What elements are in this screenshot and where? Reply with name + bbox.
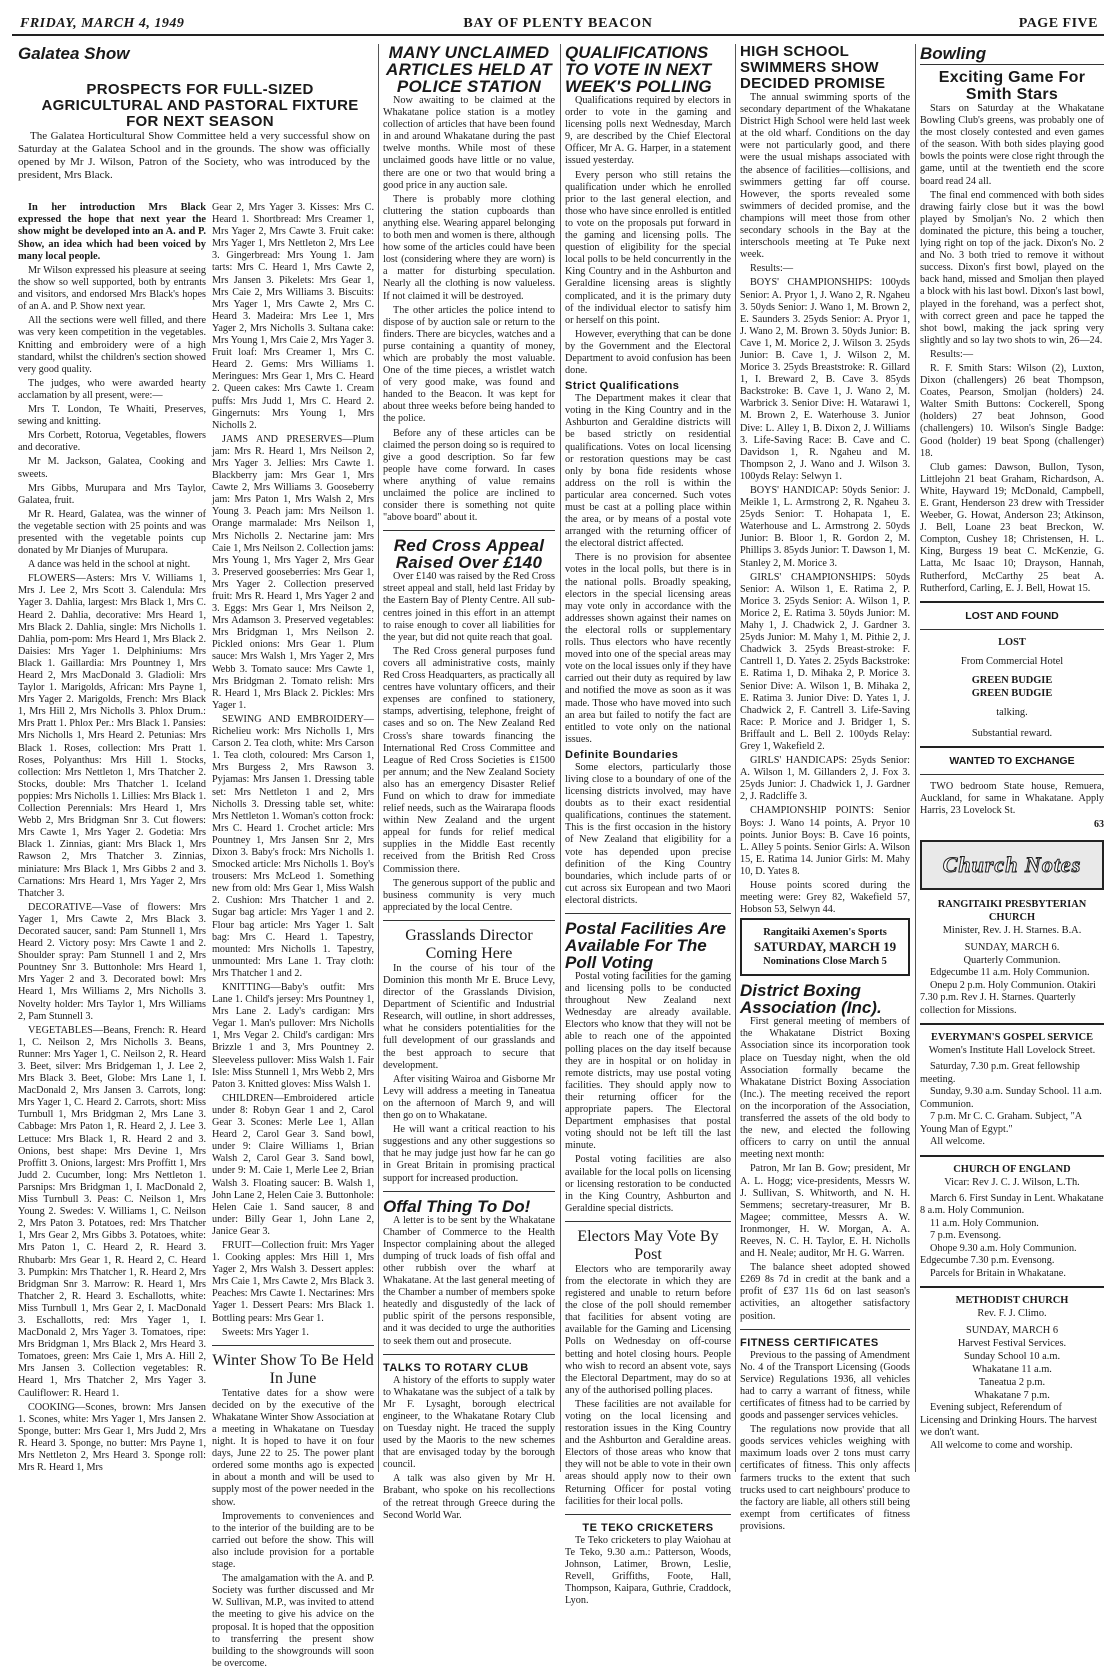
article-paragraph: Improvements to conveniences and to the interior of the building are to be carried out before the show. This will also include provision for a portable stage. xyxy=(212,1510,374,1571)
article-paragraph: The balance sheet adopted showed £269 8s 7d in credit at the bank and a profit of £37 11s 6d on last season's activities, an altogether satisfactory position. xyxy=(740,1262,910,1322)
galatea-intro-block xyxy=(18,130,370,184)
lost-detail: talking. xyxy=(996,706,1028,718)
church-minister: Minister, Rev. J. H. Starnes. B.A. xyxy=(942,925,1082,937)
divider xyxy=(565,1221,731,1222)
church-line: Onepu 2 p.m. Holy Communion. Otakiri 7.30 p.m. Rev J. H. Starnes. Quarterly collection for Missions. xyxy=(920,979,1096,1016)
divider xyxy=(740,1329,910,1330)
church-line: 7 p.m. Mr C. C. Graham. Subject, "A Young Man of Egypt." xyxy=(920,1111,1082,1135)
headline-rotary: TALKS TO ROTARY CLUB xyxy=(383,1361,529,1374)
article-paragraph: The Department makes it clear that voting in the King Country and in the Ashburton and Geraldine districts will be based strictly on residential qualifications. Votes on local licensing or restoration questions may be cast only by bona fide residents whose address on the roll is within the particular area concerned. Such votes must be cast at a polling place within the area, or by means of a postal vote arranged with the returning officer of the electoral district affected. xyxy=(565,393,731,550)
results-paragraph: Gear 2, Mrs Yager 3. Kisses: Mrs C. Heard 1. Shortbread: Mrs Creamer 1, Mrs Yager 2, Mrs Cawte 3. Fruit cake: Mrs Yager 1, Mrs Nettleton 2, Mrs Lee 3. Gingerbread: Mrs Young 1. Jam tarts: Mrs C. Heard 1, Mrs Cawte 2, Mrs Jansen 3. Pikelets: Mrs Gear 1, Mrs Caie 2, Mrs Williams 3. Biscuits: Mrs Yager 1, Mrs Cawte 2, Mrs C. Heard 3. Madeira: Mrs Lee 1, Mrs Yager 2, Mrs Nicholls 3. Sultana cake: Mrs Young 1, Mrs Caie 2, Mrs Yager 3. Fruit loaf: Mrs Creamer 1, Mrs C. Heard 2. Gems: Mrs Williams 1. Meringues: Mrs Gear 1, Mrs C. Heard 2. Queen cakes: Mrs Cawte 1. Cream puffs: Mrs Judd 1, Mrs C. Heard 2. Gingernuts: Mrs Young 1, Mrs Nicholls 2. xyxy=(212,202,374,431)
church-line: Ohope 9.30 a.m. Holy Communion. Edgecumbe 7.30 p.m. Evensong. xyxy=(920,1242,1077,1267)
church-line: All welcome. xyxy=(930,1136,985,1148)
galatea-body-right xyxy=(212,202,374,1669)
divider xyxy=(565,913,731,914)
results-paragraph: BOYS' CHAMPIONSHIPS: 100yds Senior: A. Pryor 1, J. Wano 2, R. Ngaheu 3. 50yds Senior: J. Wano 1, M. Brown 2, E. Saunders 3. 25yds Senior: A. Pryor 1, J. Wano 2, M. Brown 3. 50yds Junior: B. Cave 1, M. Morice 2, J. Wilson 3. 25yds Junior: B. Cave 1, J. Wilson 2, M. Morice 3. 25yds Breaststroke: R. Gillard 1, I. Breward 2, B. Cave 3. 85yds Backstroke: B. Cave 1, J. Wano 2, M. Warbrick 3. Senior Dive: H. Watarawi 1, M. Brown 2, E. Waterhouse 3. Junior Dive: L. Alley 1, B. Dixon 2, J. Williams 3. Life-Saving Race: B. Cave and C. Davidson 1, R. Ngaheu and M. Thompson 2, J. Wano and J. Wilson 3. 100yds Relay: Selwyn 1. xyxy=(740,277,910,482)
results-paragraph: SEWING AND EMBROIDERY—Richelieu work: Mrs Nicholls 1, Mrs Carson 2. Tea cloth, white: Mrs Carson 1. Tea cloth, coloured: Mrs Carson 1, Mrs Burgess 2, Mrs Rawson 3. Pyjamas: Mrs Jansen 1. Dressing table set: Mrs Nettleton 1 and 2, Mrs Nicholls 3. Dressing table set, white: Mrs Nettleton 1. Woman's cotton frock: Mrs C. Heard 1. Crochet article: Mrs Pountney 1, Mrs Jansen Snr 2, Mrs Dixon 3. Baby's frock: Mrs Nicholls 1. Smocked article: Mrs Nicholls 1. Boy's trousers: Mrs McLeod 1. Something new from old: Mrs Gear 1, Miss Walsh 2. Cushion: Mrs Thatcher 1 and 2. Sugar bag article: Mrs Yager 1 and 2. Flour bag article: Mrs Yager 1. Salt bag: Mrs C. Heard 1. Tapestry, mounted: Mrs Nicholls 1. Tapestry, unmounted: Mrs Lane 1. Tray cloth: Mrs Thatcher 1 and 2. xyxy=(212,713,374,979)
church-title: CHURCH OF ENGLAND xyxy=(953,1163,1071,1175)
results-paragraph: R. F. Smith Stars: Wilson (2), Luxton, Dixon (challengers) 26 beat Thompson, Coates, Pearson, Smoljan (holders) 24. Walter Smith Buttons: Cockerell, Spong (holders) 27 beat Johnson, Good (challengers) 10. Wilson's Single Badge: Good (holder) 19 beat Spong (challenger) 18. xyxy=(920,362,1104,459)
lost-item: GREEN BUDGIE xyxy=(971,674,1053,686)
church-notes-title: Church Notes xyxy=(942,852,1082,878)
galatea-body-left xyxy=(18,202,206,1472)
church-line: Edgecumbe 11 a.m. Holy Communion. xyxy=(930,967,1090,979)
divider xyxy=(383,1354,555,1355)
church-title: METHODIST CHURCH xyxy=(955,1295,1069,1307)
article-paragraph: After visiting Wairoa and Gisborne Mr Levy will address a meeting in Taneatua on the afternoon of March 9, and will then go on to Whakatane. xyxy=(383,1073,555,1122)
classified-text: TWO bedroom State house, Remuera, Auckland, for same in Whakatane. Apply Harris, 23 Lovelock St. xyxy=(920,780,1104,816)
lead-paragraph: In her introduction Mrs Black expressed the hope that next year the show might be developed into an A. and P. Show, an idea which had been voiced by many local people. xyxy=(18,202,206,262)
article-paragraph: Mr R. Heard, Galatea, was the winner of the vegetable section with 25 points and was presented with the vegetable points cup donated by Mr Dianjes of Murupara. xyxy=(18,508,206,557)
article-paragraph: In the course of his tour of the Dominion this month Mr E. Bruce Levy, director of the Grasslands Division, Department of Scientific and Industrial Research, will outline, in short addresses, what he considers potentialities for the full development of our grasslands and the best approach to secure that development. xyxy=(383,962,555,1071)
article-paragraph: All the sections were well filled, and there was very keen competition in the vegetables. Knitting and embroidery were of a high standard, whilst the children's section showed very good quality. xyxy=(18,315,206,375)
results-paragraph: VEGETABLES—Beans, French: R. Heard 1, C. Neilson 2, Mrs Nicholls 3. Beans, Runner: Mrs Yager 1, C. Neilson 2, R. Heard 3. Beet, silver: Mrs Bridgeman 1, J. Lee 2, Mrs Black 3. Beet, Globe: Mrs Lane 1, I. MacDonald 2, Mrs Jansen 3. Carrots, long: Mrs Yager 1, C. Heard 2. Carrots, short: Miss Turnbull 1, Mrs Bridgman 2, Mrs Lane 3. Cabbage: Mrs Paton 1, R. Heard 2, J. Lee 3. Lettuce: Mrs Black 1, R. Heard 2 and 3. Onions, best shape: Mrs Devine 1, Mrs Proffitt 3. Onions, largest: Mrs Proffitt 1, Mrs Judd 2. Cucumber, long: Mrs Nettleton 1. Parsnips: Mrs Bridgman 1, I. MacDonald 2, Miss Turnbull 3. Peas: C. Neilson 1, Mrs Young 2. Swedes: V. Williams 1, C. Neilson 2, Mrs Paton 3. Potatoes, red: Mrs Thatcher 1, Mrs Gear 2, Mrs Gibbs 3. Potatoes, white: Mrs Paton 1, C. Heard 2, R. Heard 3. Rhubarb: Mrs Gear 1, R. Heard 2, C. Heard 3. Pumpkin: Mrs Thatcher 1, R. Heard 2, Mrs Bridgman Snr 3. Marrow: R. Heard 1, Mrs Thatcher 2, R. Heard 3. Eschallotts, white: Miss Turnbull 1, Mrs Gear 2, I. MacDonald 3. Eschallotts, red: Mrs Yager 1, I. MacDonald 2, Mrs Yager 3. Tomatoes, ripe: Mrs Bridgman 1, Mrs Black 2, Mrs Heard 3. Tomatoes, green: Mrs Caie 1, Mrs A. Hill 2, Mrs Jansen 3. Collection vegetables: R. Heard 1, Mrs Thatcher 2, Mrs Yager 3. Cauliflower: R. Heard 1. xyxy=(18,1024,206,1399)
article-paragraph: The regulations now provide that all goods services vehicles weighing with maximum loads over 2 tons must carry certificates of fitness. This only affects farmers trucks to the extent that such trucks used to cart neighbours' produce to the factory are liable, all others still being exempt from certificates of fitness provisions. xyxy=(740,1424,910,1532)
article-paragraph: A history of the efforts to supply water to Whakatane was the subject of a talk by Mr F. Lysaght, borough electrical engineer, to the Whakatane Rotary Club on Tuesday night. He traced the supply used by the Maoris to the new schemes that are envisaged today by the borough council. xyxy=(383,1374,555,1471)
article-paragraph: Postal voting facilities for the gaming and licensing polls to be conducted throughout New Zealand next Wednesday are already available. Electors who know that they will not be able to reach one of the appointed polling places on the day itself because they are in hospital or on holiday in remote districts, may use postal voting facilities. They should apply now to their returning officer for the appropriate papers. The Electoral Department emphasises that postal voting should not be left till the last minute. xyxy=(565,971,731,1152)
article-paragraph: He will want a critical reaction to his suggestions and any other suggestions so that he may judge just how far he can go in Great Britain in promising practical support for increased production. xyxy=(383,1124,555,1184)
article-paragraph: Before any of these articles can be claimed the person doing so is required to give a good description. So far few people have come forward. In cases where anything of value remains unclaimed the police are inclined to consider there is something not quite "above board" about it. xyxy=(383,427,555,524)
lost-location: From Commercial Hotel xyxy=(960,655,1064,667)
results-paragraph: CHILDREN—Embroidered article under 8: Robyn Gear 1 and 2, Carol Gear 3. Scones: Merle Lee 1, Allan Heard 2, Carol Gear 3. Sand bowl, under 9: Claire Williams 1, Brian Walsh 2, Carol Gear 3. Sand bowl, under 9: M. Caie 1, Merle Lee 2, Brian Walsh 3. Floating saucer: B. Walsh 1, John Lane 2, Helen Caie 3. Buttonhole: Helen Caie 1. Sand saucer, 8 and under: Billy Gear 1, John Lane 2, Janice Gear 3. xyxy=(212,1092,374,1237)
article-paragraph: Mr Wilson expressed his pleasure at seeing the show so well supported, both by entrants and visitors, and endorsed Mrs Black's hopes of an A. and P. Show next year. xyxy=(18,265,206,313)
advert-date: SATURDAY, MARCH 19 xyxy=(753,939,897,955)
church-line: March 6. First Sunday in Lent. Whakatane 8 a.m. Holy Communion. xyxy=(920,1192,1104,1217)
article-paragraph: These facilities are not available for voting on the local licensing and restoration issues in the King Country and the Ashburton and Geraldine areas. Electors of those areas who know that they will not be able to vote in their own areas should apply now to their own Returning Officer for postal voting facilities for their local polls. xyxy=(565,1398,731,1507)
church-venue: Women's Institute Hall Lovelock Street. xyxy=(928,1045,1096,1057)
results-paragraph: DECORATIVE—Vase of flowers: Mrs Yager 1, Mrs Cawte 2, Mrs Black 3. Decorated saucer, sand: Pam Stunnell 1, Mrs Heard 2. Victory posy: Mrs Cawte 1 and 2. Shoulder spray: Pam Stunnell 1 and 2, Mrs Pountney Snr 3. Buttonhole: Mrs Heard 1, Mrs Yager 2 and 3. Decorated bowl: Mrs Heard 1, Mrs Williams 2, Mrs Nicholls 3. Novelty holder: Mrs Taylor 1, Mrs Williams 2, Pam Stunnell 3. xyxy=(18,901,206,1022)
article-paragraph: The final end commenced with both sides drawing fairly close but it was the bowl played by Smoljan's No. 2 which then dominated the picture, this being a toucher, lying right on top of the jack. Dixon's No. 2 and No. 3 both tried to remove it without success. Dixon's first bowl, played on the back hand, missed and Smoljan then played a block with his last bowl. Dixon's last bowl, played in the forehand, was a perfect shot, with correct green and pace he tapped the shot bowl, making the jack spring very slightly and so lay two shots to win, 26—24. xyxy=(920,189,1104,346)
article-paragraph: Stars on Saturday at the Whakatane Bowling Club's greens, was probably one of the most closely contested and even games of the season. With both sides playing good bowls the points were close right through the game, until at the twentieth end the score board read 24 all. xyxy=(920,103,1104,187)
article-paragraph: However, everything that can be done by the Government and the Electoral Department to avoid confusion has been done. xyxy=(565,328,731,377)
article-paragraph: The judges, who were awarded hearty acclamation by all present, were:— xyxy=(18,377,206,401)
results-paragraph: KNITTING—Baby's outfit: Mrs Lane 1. Child's jersey: Mrs Pountney 1, Mrs Lane 2. Lady's cardigan: Mrs Vegar 1. Man's pullover: Mrs Nicholls 1, Mrs Vegar 2. Child's cardigan: Mrs Brizzle 1 and 3, Mrs Pountney 2. Sleeveless pullover: Miss Walsh 1. Fair Isle: Miss Stunnell 1, Mrs Webb 2, Mrs Paton 3. Knitted gloves: Miss Walsh 1. xyxy=(212,982,374,1090)
article-paragraph: Results:— xyxy=(930,348,974,360)
church-vicar: Vicar: Rev J. C. J. Wilson, L.Th. xyxy=(944,1176,1080,1188)
article-paragraph: There is no provision for absentee votes in the local polls, but there is in the national polls. Broadly speaking, electors in the special licensing areas may vote only in accordance with the addresses shown against their names on the electoral rolls or supplementary rolls. Thus electors who have recently moved into one of the special areas may vote on the local issues only if they have carried out their duty as required by law and notified the move as soon as it was made. Those who have moved into such an area but failed to notify the fact are entitled to vote only on the national issues. xyxy=(565,552,731,745)
column-bowling-notices xyxy=(920,44,1104,1472)
church-line: 7 p.m. Evensong. xyxy=(930,1230,1002,1242)
column-rule xyxy=(735,44,736,1472)
divider xyxy=(920,601,1104,603)
article-paragraph: Some electors, particularly those living close to a boundary of one of the licensing districts involved, may have doubts as to their exact residential qualifications, continues the statement. This is the first occasion in the history of New Zealand that eligibility for a vote has depended upon precise definition of the King Country boundaries, which include parts of or cut across six European and two Maori electoral districts. xyxy=(565,761,731,906)
masthead xyxy=(12,14,1104,36)
church-title: EVERYMAN'S GOSPEL SERVICE xyxy=(930,1032,1094,1044)
results-paragraph: JAMS AND PRESERVES—Plum jam: Mrs R. Heard 1, Mrs Neilson 2, Mrs Yager 3. Jellies: Mrs Cawte 1. Blackberry jam: Mrs Gear 1, Mrs Cawte 2, Mrs Williams 3. Gooseberry jam: Mrs Paton 1, Mrs Walsh 2, Mrs Young 3. Peach jam: Mrs Neilson 1. Orange marmalade: Mrs Neilson 1, Mrs Nicholls 2. Nectarine jam: Mrs Caie 1, Mrs Neilson 2. Collection jams: Mrs Young 1, Mrs Yager 2, Mrs Gear 3. Preserved gooseberries: Mrs Gear 1, Mrs Yager 2. Collection preserved fruit: Mrs R. Heard 1, Mrs Yager 2 and 3. Eggs: Mrs Gear 1, Mrs Neilson 2, Mrs Adamson 3. Preserved vegetables: Mrs Bridgman 1, Mrs Neilson 2. Pickled onions: Mrs Gear 1. Plum sauce: Mrs Walsh 1, Mrs Yager 2, Mrs Webb 3. Tomato sauce: Mrs Cawte 1, Mrs Bridgman 2. Tomato relish: Mrs R. Heard 1, Mrs Black 2. Pickles: Mrs Yager 1. xyxy=(212,433,374,711)
church-notes-banner xyxy=(920,840,1104,890)
results-paragraph: CHAMPIONSHIP POINTS: Senior Boys: J. Wano 14 points, A. Pryor 10 points. Junior Boys: B. Cave 16 points, L. Alley 5 points. Senior Girls: A. Wilson 15, E. Ratima 14. Junior Girls: M. Mahy 10, D. Yates 8. xyxy=(740,805,910,877)
results-paragraph: Club games: Dawson, Bullon, Tyson, Littlejohn 21 beat Graham, Richardson, A. White, Hayward 19; McDonald, Campbell, E. Grant, Henderson 23 drew with Tressider Weeber, G. Howat, Anderson 23; Atkinson, J. Bell, Loane 23 beat Breckon, W. Compton, Cushey 18; Christensen, H. L. King, Burgess 19 beat C. McKenzie, G. Latta, Mc Isaac 10; Drayson, Hannah, Rutherford, McCarthy 25 beat A. Rutherford, Carling, E. J. Bell, Howat 15. xyxy=(920,461,1104,594)
church-minister: Rev. F. J. Climo. xyxy=(977,1308,1047,1320)
article-paragraph: A talk was also given by Mr H. Brabant, who spoke on his recollections of the retreat through Greece during the Second World War. xyxy=(383,1473,555,1521)
page-number: PAGE FIVE xyxy=(1018,16,1098,31)
headline-red-cross: Red Cross Appeal Raised Over £140 xyxy=(393,536,545,573)
headline-grasslands: Grasslands Director Coming Here xyxy=(405,926,533,962)
lost-reward: Substantial reward. xyxy=(971,727,1053,739)
article-paragraph: Mrs Corbett, Rotorua, Vegetables, flowers and decorative. xyxy=(18,430,206,454)
lost-item: GREEN BUDGIE xyxy=(971,687,1053,699)
column-police-redcross xyxy=(383,43,555,1521)
section-tag-bowling: Bowling xyxy=(920,44,1104,65)
intro-paragraph: The Galatea Horticultural Show Committee held a very successful show on Saturday at the Galatea School and in the grounds. The show was officially opened by Mr J. Wilson, Patron of the Society, who was introduced by the president, Mrs Black. xyxy=(18,130,370,181)
headline-qualifications: QUALIFICATIONS TO VOTE IN NEXT WEEK'S POLLING xyxy=(565,43,712,96)
subheading-boundaries: Definite Boundaries xyxy=(565,748,679,761)
advert-note: Nominations Close March 5 xyxy=(763,956,887,968)
church-title: RANGITAIKI PRESBYTERIAN CHURCH xyxy=(937,899,1087,924)
headline-fitness: FITNESS CERTIFICATES xyxy=(740,1336,879,1349)
column-swimming-boxing xyxy=(740,43,910,1532)
article-paragraph: Now awaiting to be claimed at the Whakatane police station is a motley collection of articles that have been found in and around Whakatane during the past twelve months. While most of these unclaimed goods have little or no value, there are one or two that would bring a good price in any auction sale. xyxy=(383,95,555,191)
divider xyxy=(383,530,555,531)
column-rule xyxy=(378,44,379,1472)
article-paragraph: The generous support of the public and business community is very much appreciated by the local Centre. xyxy=(383,877,555,913)
headline-winter-show: Winter Show To Be Held In June xyxy=(212,1351,374,1387)
divider xyxy=(920,746,1104,748)
divider xyxy=(383,920,555,921)
classified-number: 63 xyxy=(1094,819,1104,831)
article-paragraph: Every person who still retains the qualification under which he enrolled prior to the last general election, and those who have since enrolled is entitled to vote on the proposals put forward in the gaming and licensing polls. The question of eligibility for the special local polls to be held concurrently in the King Country and in the Ashburton and Geraldine licensing areas is slightly complicated, and it is the primary duty of the individual elector to satisfy him or herself on this point. xyxy=(565,169,731,326)
column-rule xyxy=(560,44,561,1472)
article-paragraph: Mrs T. London, Te Whaiti, Preserves, sewing and knitting. xyxy=(18,404,206,428)
results-paragraph: GIRLS' HANDICAPS: 25yds Senior: A. Wilson 1, M. Gillanders 2, J. Fox 3. 25yds Junior: J. Chadwick 1, J. Gardner 2, J. Radcliffe 3. xyxy=(740,755,910,803)
church-line: Taneatua 2 p.m. xyxy=(978,1377,1046,1389)
article-paragraph: There is probably more clothing cluttering the station cupboards than anything else. Wearing apparel belonging to both men and women is there, although how some of the articles could have been lost (considering where they are worn) is a matter for disturbing speculation. Nearly all the clothing is now valueless. If not claimed it will be destroyed. xyxy=(383,193,555,302)
article-paragraph: Previous to the passing of Amendment No. 4 of the Transport Licensing (Goods Service) Regulations 1936, all vehicles had to carry a warrant of fitness, while certificates of fitness had to be carried by goods and passenger services vehicles. xyxy=(740,1349,910,1422)
divider xyxy=(920,1023,1104,1025)
headline-postal: Postal Facilities Are Available For The Poll Voting xyxy=(565,919,726,972)
article-paragraph: Postal voting facilities are also available for the local polls on licensing or licensing restoration to be conducted in the King Country, Ashburton and Geraldine special districts. xyxy=(565,1154,731,1214)
article-paragraph: Over £140 was raised by the Red Cross street appeal and stall, held last Friday by the Eastern Bay of Plenty Centre. All sub-centres joined in this effort in an attempt to raise enough to cover all liabilities for the year, but did not quite reach that goal. xyxy=(383,571,555,643)
column-voting xyxy=(565,43,731,1607)
article-paragraph: House points scored during the meeting were: Grey 82, Wakefield 57, Hobson 53, Selwyn 44. xyxy=(740,880,910,916)
headline-offal: Offal Thing To Do! xyxy=(383,1196,531,1216)
church-line: Harvest Festival Services. xyxy=(957,1338,1067,1350)
headline-swimmers: HIGH SCHOOL SWIMMERS SHOW DECIDED PROMISE xyxy=(740,43,886,92)
article-paragraph: Mr M. Jackson, Galatea, Cooking and sweets. xyxy=(18,456,206,480)
article-paragraph: Mrs Gibbs, Murupara and Mrs Taylor, Galatea, fruit. xyxy=(18,482,206,506)
divider xyxy=(920,774,1104,775)
church-line: Evening subject, Referendum of Licensing and Drinking Hours. The harvest we don't want. xyxy=(920,1402,1097,1439)
article-paragraph: Te Teko cricketers to play Waiohau at Te Teko, 9.30 a.m.: Patterson, Woods, Johnson, Latimer, Brown, Leslie, Revell, Griffiths, Foote, Hall, Thompson, Kaipara, Guthrie, Craddock, Lyon. xyxy=(565,1534,731,1607)
headline-te-teko: TE TEKO CRICKETERS xyxy=(582,1521,714,1534)
article-paragraph: Qualifications required by electors in order to vote in the gaming and licensing polls next Wednesday, March 9, are described by the Chief Electoral Officer, Mr A. G. Harper, in a statement issued yesterday. xyxy=(565,95,731,167)
column-rule xyxy=(915,44,916,1472)
results-paragraph: BOYS' HANDICAP: 50yds Senior: J. Meikle 1, L. Armstrong 2, R. Ngaheu 3. 25yds Senior: T. Hohapata 1, E. Waterhouse and L. Armstrong 2. 50yds Junior: B. Bloor 1, R. Gordon 2, M. Phillips 3. 85yds Junior: T. Dawson 1, M. Stanley 2, M. Morice 3. xyxy=(740,485,910,569)
heading-wanted-exchange: WANTED TO EXCHANGE xyxy=(949,754,1075,767)
results-paragraph: FLOWERS—Asters: Mrs V. Williams 1, Mrs J. Lee 2, Mrs Scott 3. Calendula: Mrs Yager 3. Dahlia, largest: Mrs Black 1, Mrs C. Heard 2. Dahlia, decorative: Mrs Heard 1, Mrs Black 2. Dahlia, single: Mrs Nicholls 1. Dahlia, pom-pom: Mrs Heard 1, Mrs Black 2. Daisies: Mrs Yager 1. Delphiniums: Mrs Black 1. Gaillardia: Mrs Pountney 1, Mrs Heard 2, Mrs MacDonald 3. Gladioli: Mrs Taylor 1. Marigolds, African: Mrs Payne 1, Mrs Yager 2. Marigolds, French: Mrs Black 1, Mrs Hill 2, Mrs Nicholls 3. Phlox Drum.: Mrs Pratt 1. Phlox Per.: Mrs Black 1. Pansies: Mrs Nicholls 1, Mrs Heard 2. Petunias: Mrs Black 1. Roses, collection: Mrs Pratt 1. Roses, Polyanthus: Mrs Hill 1. Stocks, collection: Mrs Nettleton 1, Mrs Thatcher 2. Stocks, double: Mrs Thatcher 1. Iceland poppies: Mrs Nicholls 1. Lillies: Mrs Black 1. Collection Perennials: Mrs Heard 1, Mrs Webb 2, Mrs Bridgman Snr 3. Cut flowers: Mrs Cawte 1, Mrs Yager 2. Godetia: Mrs Black 1. Zinnias, giant: Mrs Black 1, Mrs Rawson 2, Mrs Thatcher 3. Zinnias, miniature: Mrs Black 1, Mrs Gibbs 2 and 3. Carnations: Mrs Heard 1, Mrs Yager 2, Mrs Thatcher 3. xyxy=(18,573,206,899)
results-paragraph: Sweets: Mrs Yager 1. xyxy=(222,1326,309,1338)
article-paragraph: The other articles the police intend to dispose of by auction sale or return to the finders. There are bicycles, watches and a purse containing a quantity of money, which are probably the most valuable. One of the time pieces, a wristlet watch of very good make, was found and handed to the Beacon. It was kept for about three weeks before being handed to the police. xyxy=(383,304,555,425)
church-line: Saturday, 7.30 p.m. Great fellowship meeting. xyxy=(920,1061,1080,1085)
church-line: Sunday, 9.30 a.m. Sunday School. 11 a.m. Communion. xyxy=(920,1086,1102,1110)
heading-lost-found: LOST AND FOUND xyxy=(965,609,1059,622)
divider xyxy=(920,629,1104,630)
headline-galatea: PROSPECTS FOR FULL-SIZED AGRICULTURAL AND PASTORAL FIXTURE FOR NEXT SEASON xyxy=(41,81,359,130)
headline-bowling: Exciting Game For Smith Stars xyxy=(938,69,1086,103)
advert-axemen xyxy=(740,918,910,976)
article-paragraph: Patron, Mr Ian B. Gow; president, Mr A. L. Hogg; vice-presidents, Messrs W. J. Sullivan, S. Whitworth, and N. H. Semmens; secretary-treasurer, Mr B. Magee; committee, Messrs A. W. Ironmonger, H. W. Morgan, A. A. Reeves, N. C. H. Taylor, E. H. Nicholls and H. Neale; auditor, Mr H. G. Warren. xyxy=(740,1163,910,1260)
article-paragraph: First general meeting of members of the Whakatane District Boxing Association since its incorporation took place on Tuesday night, when the old Association formally became the Whakatane District Boxing Association (Inc.). The meeting received the report on the incorporation of the Association, transferred the assets of the old body to the new, and elected the following officers to carry on until the annual meeting next month: xyxy=(740,1016,910,1161)
church-line: Quarterly Communion. xyxy=(963,955,1061,967)
issue-date: FRIDAY, MARCH 4, 1949 xyxy=(20,16,185,31)
article-paragraph: The amalgamation with the A. and P. Society was further discussed and Mr W. Sullivan, M.P., was invited to attend the meeting to give his advice on the proposal. It is hoped that the opposition to transferring the present show building to the showgrounds will soon be overcome. xyxy=(212,1573,374,1669)
divider xyxy=(565,1514,731,1515)
church-line: 11 a.m. Holy Communion. xyxy=(930,1217,1039,1229)
paper-name: BAY OF PLENTY BEACON xyxy=(463,16,653,31)
article-paragraph: The annual swimming sports of the secondary department of the Whakatane District High School were held last week at the old wharf. Conditions on the day were not particularly good, and there were the usual mishaps associated with the absence of facilities—collisions, and swimmers getting far off course. However, the sports revealed some swimmers of decided promise, and the champions will meet those from other secondary schools in the Bay at the interschools meeting at Te Puke next week. xyxy=(740,92,910,261)
church-line: All welcome to come and worship. xyxy=(930,1439,1073,1451)
article-paragraph: A letter is to be sent by the Whakatane Chamber of Commerce to the Health Inspector complaining about the alleged dumping of truck loads of fish offal and other rubbish over the wharf at Whakatane. At the last general meeting of the Chamber a number of members spoke heatedly and disgustedly of the lack of public spirit of the persons responsible, and it was decided to urge the authorities to seek them out and prosecute. xyxy=(383,1214,555,1347)
subheading-strict: Strict Qualifications xyxy=(565,380,680,393)
advert-title: Rangitaiki Axemen's Sports xyxy=(763,927,887,939)
section-tag-galatea: Galatea Show xyxy=(18,44,130,63)
galatea-headline-block xyxy=(30,82,370,130)
headline-unclaimed: MANY UNCLAIMED ARTICLES HELD AT POLICE STATION xyxy=(386,43,552,96)
divider xyxy=(212,1345,374,1346)
article-paragraph: Tentative dates for a show were decided on by the executive of the Whakatane Winter Show Association at a meeting in Whakatane on Tuesday night. It is hoped to have it on four days, June 22 to 25. The power plant ordered some months ago is expected in about a month and will be used to supply most of the power needed in the show. xyxy=(212,1387,374,1508)
church-date: SUNDAY, MARCH 6 xyxy=(965,1325,1059,1337)
church-line: Sunday School 10 a.m. xyxy=(963,1351,1061,1363)
divider xyxy=(383,1191,555,1192)
church-line: Whakatane 11 a.m. xyxy=(972,1364,1052,1376)
results-paragraph: FRUIT—Collection fruit: Mrs Yager 1. Cooking apples: Mrs Hill 1, Mrs Yager 2, Mrs Walsh 3. Dessert apples: Mrs Caie 1, Mrs Cawte 2, Mrs Black 3. Peaches: Mrs Cawte 1. Nectarines: Mrs Yager 1. Dessert Pears: Mrs Black 1. Bottling pears: Mrs Gear 1. xyxy=(212,1239,374,1324)
church-date: SUNDAY, MARCH 6. xyxy=(964,942,1060,954)
church-line: Parcels for Britain in Whakatane. xyxy=(930,1267,1066,1279)
divider xyxy=(920,1155,1104,1157)
article-paragraph: A dance was held in the school at night. xyxy=(28,559,191,571)
article-paragraph: The Red Cross general purposes fund covers all administrative costs, mainly Red Cross Headquarters, as practically all centres have voluntary officers, and their expenses are confined to stationery, stamps, advertising, telephone, freight of cases and so on. The New Zealand Red Cross's share towards financing the International Red Cross Committee and League of Red Cross Societies is £1500 per annum; and the New Zealand Society also has an emergency Disaster Relief Fund on which to draw for immediate relief needs, such as the Wairarapa floods within New Zealand and the urgent appeal for funds for relief medical supplies in the Middle East recently received from the British Red Cross Commission there. xyxy=(383,645,555,875)
results-paragraph: GIRLS' CHAMPIONSHIPS: 50yds Senior: A. Wilson 1, E. Ratima 2, P. Morice 3. 25yds Senior: A. Wilson 1, P. Morice 2, E. Ratima 3. 50yds Junior: M. Mahy 1, J. Chadwick 2, J. Gardner 3. 25yds Junior: M. Mahy 1, M. Pithie 2, J. Chadwick 3. 25yds Breast-stroke: F. Cantrell 1, D. Yates 2. 25yds Backstroke: E. Ratima 1, D. Mihaka 2, P. Morice 3. Senior Dive: A. Wilson 1, B. Mihaka 2, E. Ratima 3. Junior Dive: D. Yates 1, J. Chadwick 2, F. Cantrell 3. Life-Saving Race: P. Morice and J. Bridger 1, S. Briffault and L. Bell 2. 100yds Relay: Grey 1, Wakefield 2. xyxy=(740,571,910,752)
church-line: Whakatane 7 p.m. xyxy=(974,1390,1050,1402)
results-paragraph: COOKING—Scones, brown: Mrs Jansen 1. Scones, white: Mrs Yager 1, Mrs Jansen 2. Sponge, butter: Mrs Gear 1, Mrs Judd 2, Mrs R. Heard 3. Sponge, no butter: Mrs Payne 1, Mrs Nettleton 2, Mrs Heard 3. Sponge roll: Mrs R. Heard 1, Mrs xyxy=(18,1401,206,1474)
headline-boxing: District Boxing Association (Inc). xyxy=(740,981,882,1018)
article-paragraph: Results:— xyxy=(750,263,794,275)
article-paragraph: Electors who are temporarily away from the electorate in which they are registered and unable to return before the close of the poll should remember that facilities for absent voting are available for the Gaming and Licensing Polls on Wednesday on off-course betting and hotel closing hours. People who wish to record an absent vote, says the Electoral Department, may do so at any of the authorised polling places. xyxy=(565,1263,731,1396)
lost-label: LOST xyxy=(998,636,1026,648)
divider xyxy=(920,1286,1104,1288)
headline-vote-by-post: Electors May Vote By Post xyxy=(577,1227,719,1263)
